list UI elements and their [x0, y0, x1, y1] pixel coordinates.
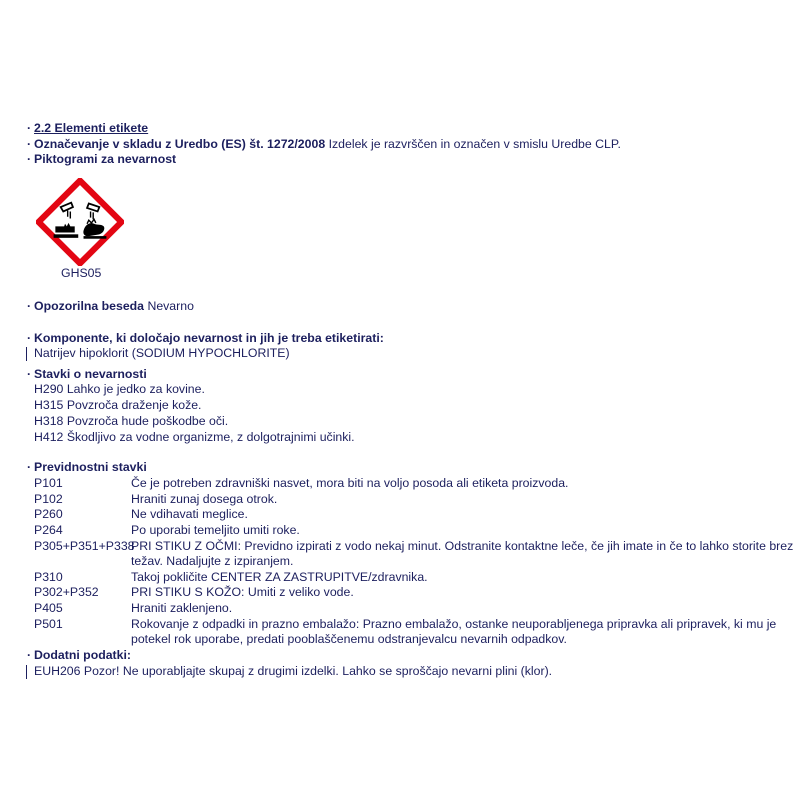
- labelling-text: Izdelek je razvrščen in označen v smislu Uredbe CLP.: [328, 137, 621, 151]
- precautionary-code: P501: [34, 617, 63, 631]
- bullet: ·: [27, 152, 32, 166]
- precautionary-label: Previdnostni stavki: [34, 460, 147, 474]
- labelling-label: Označevanje v skladu z Uredbo (ES) št. 1272/2008: [34, 137, 326, 151]
- hazard-statement: H318 Povzroča hude poškodbe oči.: [34, 414, 229, 428]
- precautionary-text: Ne vdihavati meglice.: [131, 507, 248, 521]
- precautionary-code: P102: [34, 492, 63, 506]
- bullet: ·: [27, 137, 32, 151]
- bullet: ·: [27, 648, 32, 662]
- hazard-label: Stavki o nevarnosti: [34, 367, 147, 381]
- hazard-statement: H315 Povzroča draženje kože.: [34, 398, 202, 412]
- signal-line: [34, 299, 194, 314]
- pictogram-code: GHS05: [61, 266, 102, 280]
- precautionary-code: P310: [34, 570, 63, 584]
- margin-bar: [26, 665, 27, 679]
- pictograms-label: Piktogrami za nevarnost: [34, 152, 177, 166]
- precautionary-code: P302+P352: [34, 585, 99, 599]
- bullet: ·: [27, 367, 32, 381]
- precautionary-text: Po uporabi temeljito umiti roke.: [131, 523, 300, 537]
- precautionary-text: Hraniti zaklenjeno.: [131, 601, 233, 615]
- precautionary-text-continued: potekel rok uporabe, predati pooblaščenemu odstranjevalcu nevarnih odpadkov.: [131, 632, 567, 646]
- components-text: Natrijev hipoklorit (SODIUM HYPOCHLORITE): [34, 346, 290, 360]
- precautionary-text: PRI STIKU S KOŽO: Umiti z veliko vode.: [131, 585, 354, 599]
- signal-label: Opozorilna beseda: [34, 299, 145, 313]
- precautionary-text: Hraniti zunaj dosega otrok.: [131, 492, 278, 506]
- additional-label: Dodatni podatki:: [34, 648, 132, 662]
- precautionary-code: P101: [34, 476, 63, 490]
- bullet: ·: [27, 460, 32, 474]
- margin-bar: [26, 347, 27, 361]
- precautionary-code: P405: [34, 601, 63, 615]
- corrosion-pictogram-icon: [36, 178, 124, 266]
- precautionary-code: P305+P351+P338: [34, 539, 135, 553]
- precautionary-text: Takoj pokličite CENTER ZA ZASTRUPITVE/zdravnika.: [131, 570, 428, 584]
- precautionary-text: Če je potreben zdravniški nasvet, mora biti na voljo posoda ali etiketa proizvoda.: [131, 476, 569, 490]
- bullet: ·: [27, 331, 32, 345]
- signal-text: Nevarno: [147, 299, 194, 313]
- precautionary-code: P260: [34, 507, 63, 521]
- precautionary-text: Rokovanje z odpadki in prazno embalažo: Prazno embalažo, ostanke neuporabljenega pripravka ali pripravek, ki mu je: [131, 617, 777, 631]
- precautionary-code: P264: [34, 523, 63, 537]
- bullet: ·: [27, 299, 32, 313]
- section-heading: 2.2 Elementi etikete: [34, 121, 149, 135]
- additional-text: EUH206 Pozor! Ne uporabljajte skupaj z drugimi izdelki. Lahko se sproščajo nevarni plini (klor).: [34, 664, 553, 678]
- labelling-line: [34, 137, 621, 152]
- components-label: Komponente, ki določajo nevarnost in jih je treba etiketirati:: [34, 331, 384, 345]
- bullet: ·: [27, 121, 32, 135]
- hazard-statement: H290 Lahko je jedko za kovine.: [34, 382, 205, 396]
- hazard-statement: H412 Škodljivo za vodne organizme, z dolgotrajnimi učinki.: [34, 430, 355, 444]
- precautionary-text-continued: težav. Nadaljujte z izpiranjem.: [131, 554, 294, 568]
- precautionary-text: PRI STIKU Z OČMI: Previdno izpirati z vodo nekaj minut. Odstranite kontaktne leče, če jih imate in če to lahko storite brez: [131, 539, 794, 553]
